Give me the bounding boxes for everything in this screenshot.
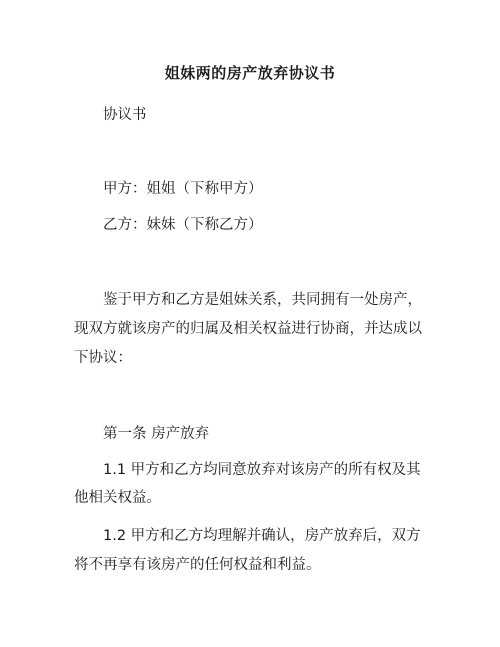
preamble-line-2: 现双方就该房产的归属及相关权益进行协商，并达成以 — [74, 321, 422, 337]
article-1-heading: 第一条 房产放弃 — [103, 426, 210, 442]
clause-1-1-line-1: 1.1 甲方和乙方均同意放弃对该房产的所有权及其 — [103, 462, 421, 478]
preamble-line-3: 下协议： — [74, 350, 132, 366]
party-a-line: 甲方：姐姐（下称甲方） — [103, 181, 263, 197]
preamble-line-1: 鉴于甲方和乙方是姐妹关系，共同拥有一处房产， — [103, 292, 422, 308]
party-b-line: 乙方：妹妹（下称乙方） — [103, 217, 263, 233]
document-subtitle: 协议书 — [103, 107, 147, 123]
clause-1-2-line-2: 将不再享有该房产的任何权益和利益。 — [74, 557, 321, 573]
clause-1-2-line-1: 1.2 甲方和乙方均理解并确认，房产放弃后，双方 — [103, 528, 421, 544]
document-title: 姐妹两的房产放弃协议书 — [164, 64, 336, 82]
clause-1-1-line-2: 他相关权益。 — [74, 490, 161, 506]
